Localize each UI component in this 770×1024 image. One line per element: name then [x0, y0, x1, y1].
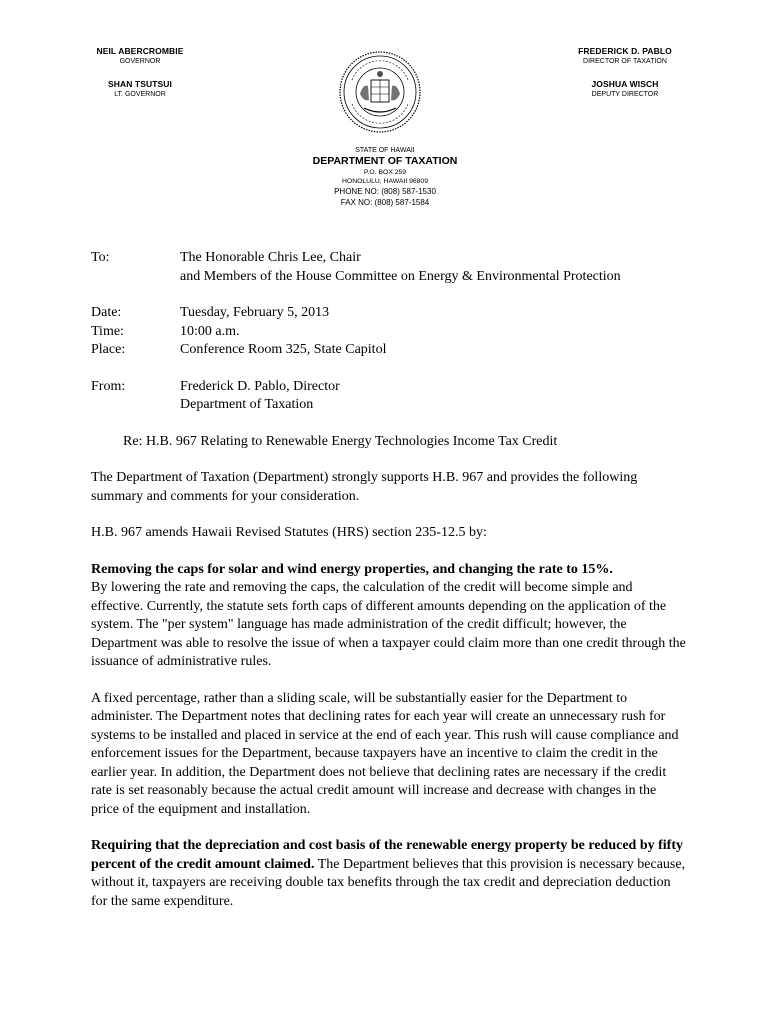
phone-number: PHONE NO: (808) 587-1530	[334, 187, 436, 196]
to-recipient: The Honorable Chris Lee, Chair	[180, 250, 361, 265]
governor-title: GOVERNOR	[119, 58, 161, 65]
meeting-details	[91, 304, 686, 360]
lt-governor-title: LT. GOVERNOR	[114, 91, 166, 98]
time-value: 10:00 a.m.	[180, 323, 240, 339]
depreciation-text: The Department believes that this provision is necessary because, without it, taxpayers are receiving double tax benefits through the tax credit and depreciation deduction for the same expenditure.	[91, 856, 686, 909]
governor-name: NEIL ABERCROMBIE	[96, 46, 184, 56]
from-department: Department of Taxation	[180, 397, 314, 412]
section-depreciation	[91, 837, 686, 911]
state-name: STATE OF HAWAII	[355, 147, 415, 154]
deputy-title: DEPUTY DIRECTOR	[591, 91, 659, 98]
date-label: Date:	[91, 305, 122, 320]
fixed-percentage-paragraph: A fixed percentage, rather than a sliding scale, will be substantially easier for the Department to administer. The Department notes that declining rates for each year will create an unnecessary rush for systems to be installed and placed in service at the end of each year. This rush will cause compliance and enforcement issues for the Department, because taxpayers have an incentive to claim the credit in the earlier year. In addition, the Department does not believe that declining rates are necessary if the credit rate is set reasonably because the actual credit amount will increase and decrease with changes in the price of the equipment and installation.	[91, 690, 679, 817]
section-heading-depreciation: Requiring that the depreciation and cost basis of the renewable energy property be reduced by fifty percent of the credit amount claimed.	[91, 838, 683, 872]
director-title: DIRECTOR OF TAXATION	[583, 58, 667, 65]
state-seal-icon	[338, 50, 422, 134]
from-label: From:	[91, 378, 126, 394]
memo-body	[91, 249, 686, 929]
from-name: Frederick D. Pablo, Director	[180, 378, 340, 394]
letterhead-left	[70, 46, 210, 100]
lt-governor-name: SHAN TSUTSUI	[107, 79, 172, 89]
place-value: Conference Room 325, State Capitol	[180, 342, 387, 357]
place-label: Place:	[91, 342, 126, 357]
deputy-name: JOSHUA WISCH	[591, 79, 659, 89]
section-heading-caps-rate: Removing the caps for solar and wind energy properties, and changing the rate to 15%.	[91, 561, 613, 577]
intro-paragraph: The Department of Taxation (Department) strongly supports H.B. 967 and provides the following summary and comments for your consideration.	[91, 470, 638, 504]
director-name: FREDERICK D. PABLO	[578, 46, 672, 56]
from-row	[91, 378, 686, 415]
amends-paragraph: H.B. 967 amends Hawaii Revised Statutes (HRS) section 235-12.5 by:	[91, 525, 487, 540]
re-line: Re: H.B. 967 Relating to Renewable Energy Technologies Income Tax Credit	[123, 433, 558, 449]
city-address: HONOLULU, HAWAII 96809	[342, 178, 428, 185]
to-row	[91, 249, 686, 286]
to-committee: and Members of the House Committee on Energy & Environmental Protection	[180, 268, 621, 284]
to-label: To:	[91, 250, 110, 265]
department-header	[0, 146, 770, 208]
caps-rate-text: By lowering the rate and removing the caps, the calculation of the credit will become simple and effective. Currently, the statute sets forth caps of different amounts depending on the application of the system. The "per system" language has made administration of the credit difficult; however, the Department was able to resolve the issue of when a taxpayer could claim more than one credit through the issuance of administrative rules.	[91, 580, 686, 669]
time-label: Time:	[91, 323, 124, 339]
department-name: DEPARTMENT OF TAXATION	[312, 155, 458, 167]
section-caps-rate	[91, 561, 686, 672]
fax-number: FAX NO: (808) 587-1584	[340, 198, 430, 207]
po-box: P.O. BOX 259	[363, 169, 407, 176]
letterhead-right	[550, 46, 700, 100]
date-value: Tuesday, February 5, 2013	[180, 305, 330, 320]
